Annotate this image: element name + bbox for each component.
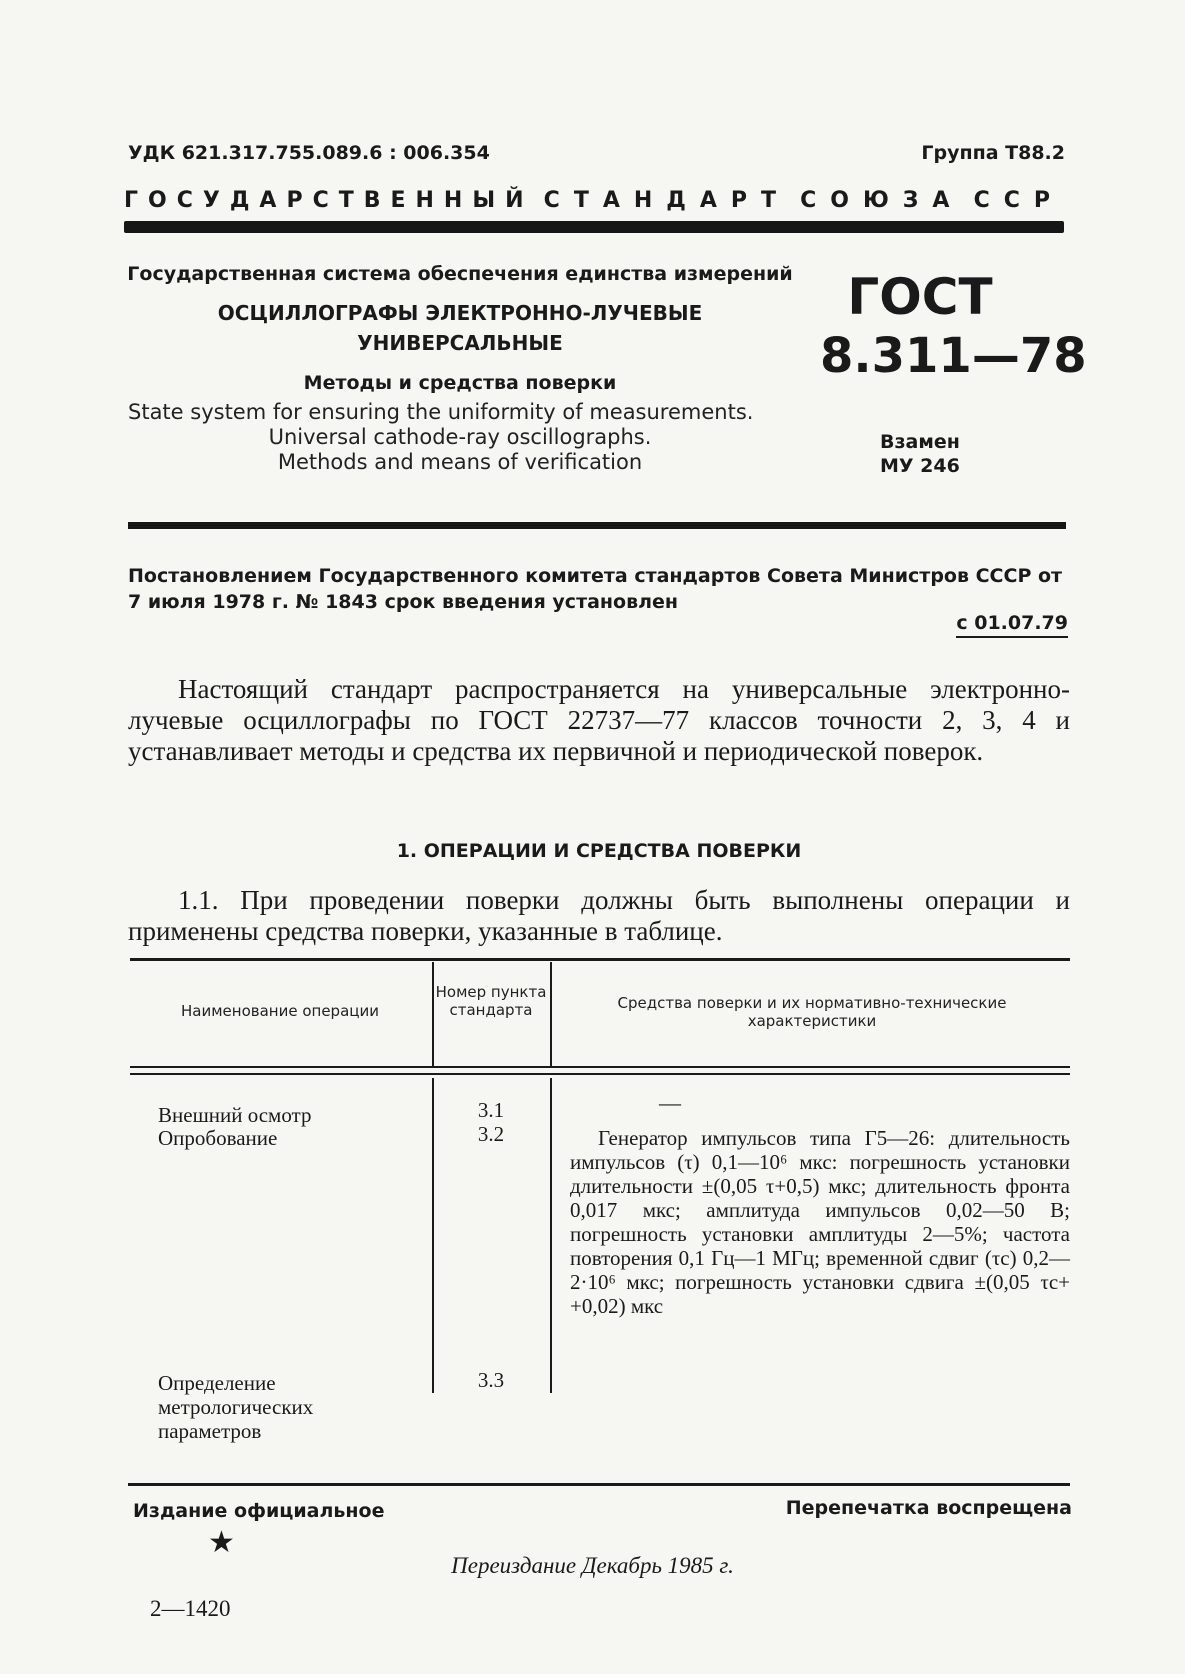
intro-text: Настоящий стандарт распространяется на универсальные электронно-лучевые осциллографы по ГОСТ 22737—77 классов точности 2, 3, 4 и устанавливает методы и средства их первичной и периодической поверок. (128, 674, 1070, 766)
row-2-operation: Опробование (158, 1126, 278, 1150)
row-2-clause: 3.2 (477, 1122, 505, 1146)
banner-word-4: ССР (973, 188, 1064, 213)
methods-title: Методы и средства поверки (303, 372, 617, 394)
row-1-tools: — (659, 1090, 681, 1115)
intro-paragraph (128, 674, 1070, 767)
title-block (120, 262, 800, 475)
effective-date: с 01.07.79 (956, 612, 1068, 638)
reissue-note: Переиздание Декабрь 1985 г. (451, 1553, 734, 1578)
row-3-clause: 3.3 (477, 1368, 505, 1392)
english-title-line-2: Universal cathode-ray oscillographs. (268, 425, 652, 449)
main-title: ОСЦИЛЛОГРАФЫ ЭЛЕКТРОННО-ЛУЧЕВЫЕ УНИВЕРСАЛЬНЫЕ (217, 301, 703, 355)
header-clause: Номер пункта стандарта (435, 983, 547, 1019)
english-title-line-3: Methods and means of verification (277, 450, 643, 474)
column-divider (550, 1078, 552, 1393)
clause-1-1 (128, 885, 1070, 947)
table-top-rule (130, 958, 1070, 961)
table-header-rule-double (130, 1073, 1070, 1075)
row-2-tools-text: Генератор импульсов типа Г5—26: длительность импульсов (τ) 0,1—10⁶ мкс: погрешность установки длительности ±(0,05 τ+0,5) мкс; длительность фронта 0,017 мкс; амплитуда импульсов 0,02—50 В; погрешность установки амплитуды 2—5%; частота повторения 0,1 Гц—1 МГц; временной сдвиг (τc) 0,2—2·10⁶ мкс; погрешность установки сдвига ±(0,05 τc+ +0,02) мкс (570, 1126, 1070, 1318)
state-standard-banner (124, 188, 1064, 213)
header-operation: Наименование операции (181, 1002, 379, 1020)
reprint-prohibited: Перепечатка воспрещена (785, 1497, 1072, 1519)
bottom-rule (128, 1483, 1070, 1486)
gost-designation (820, 268, 1087, 386)
replaces-block (880, 430, 960, 478)
verification-table (130, 958, 1070, 1443)
column-divider (550, 962, 552, 1066)
middle-rule (128, 522, 1066, 529)
section-heading: 1. ОПЕРАЦИИ И СРЕДСТВА ПОВЕРКИ (396, 840, 802, 862)
english-title-line-1: State system for ensuring the uniformity of measurements. (128, 400, 754, 424)
banner-word-2: СТАНДАРТ (543, 188, 791, 213)
header-tools: Средства поверки и их нормативно-технические характеристики (617, 994, 1007, 1030)
gost-label: ГОСТ (847, 268, 993, 326)
system-title: Государственная система обеспечения единства измерений (127, 263, 793, 285)
print-code: 2—1420 (150, 1596, 231, 1621)
replaces-label: Взамен (880, 431, 960, 453)
clause-1-1-text: 1.1. При проведении поверки должны быть выполнены операции и применены средства поверки, указанные в таблице. (128, 885, 1070, 946)
gost-number: 8.311—78 (820, 328, 1087, 384)
group-code: Группа Т88.2 (921, 142, 1065, 164)
banner-word-1: ГОСУДАРСТВЕННЫЙ (124, 188, 534, 213)
replaces-value: МУ 246 (880, 455, 960, 477)
star-icon: ★ (208, 1526, 235, 1559)
decree-text: Постановлением Государственного комитета стандартов Совета Министров СССР от 7 июля 1978 г. № 1843 срок введения установлен (128, 565, 1063, 613)
table-header-rule (130, 1066, 1070, 1068)
row-1-clause: 3.1 (477, 1098, 505, 1122)
row-2-tools (570, 1126, 1070, 1318)
top-rule (124, 221, 1064, 233)
banner-word-3: СОЮЗА (800, 188, 964, 213)
row-3-operation-text: Определение метрологических параметров (158, 1371, 314, 1443)
row-3-operation (158, 1371, 420, 1443)
row-1-operation: Внешний осмотр (158, 1103, 312, 1127)
english-title (120, 400, 800, 475)
official-edition: Издание официальное (133, 1500, 385, 1522)
udc-code: УДК 621.317.755.089.6 : 006.354 (128, 142, 490, 164)
